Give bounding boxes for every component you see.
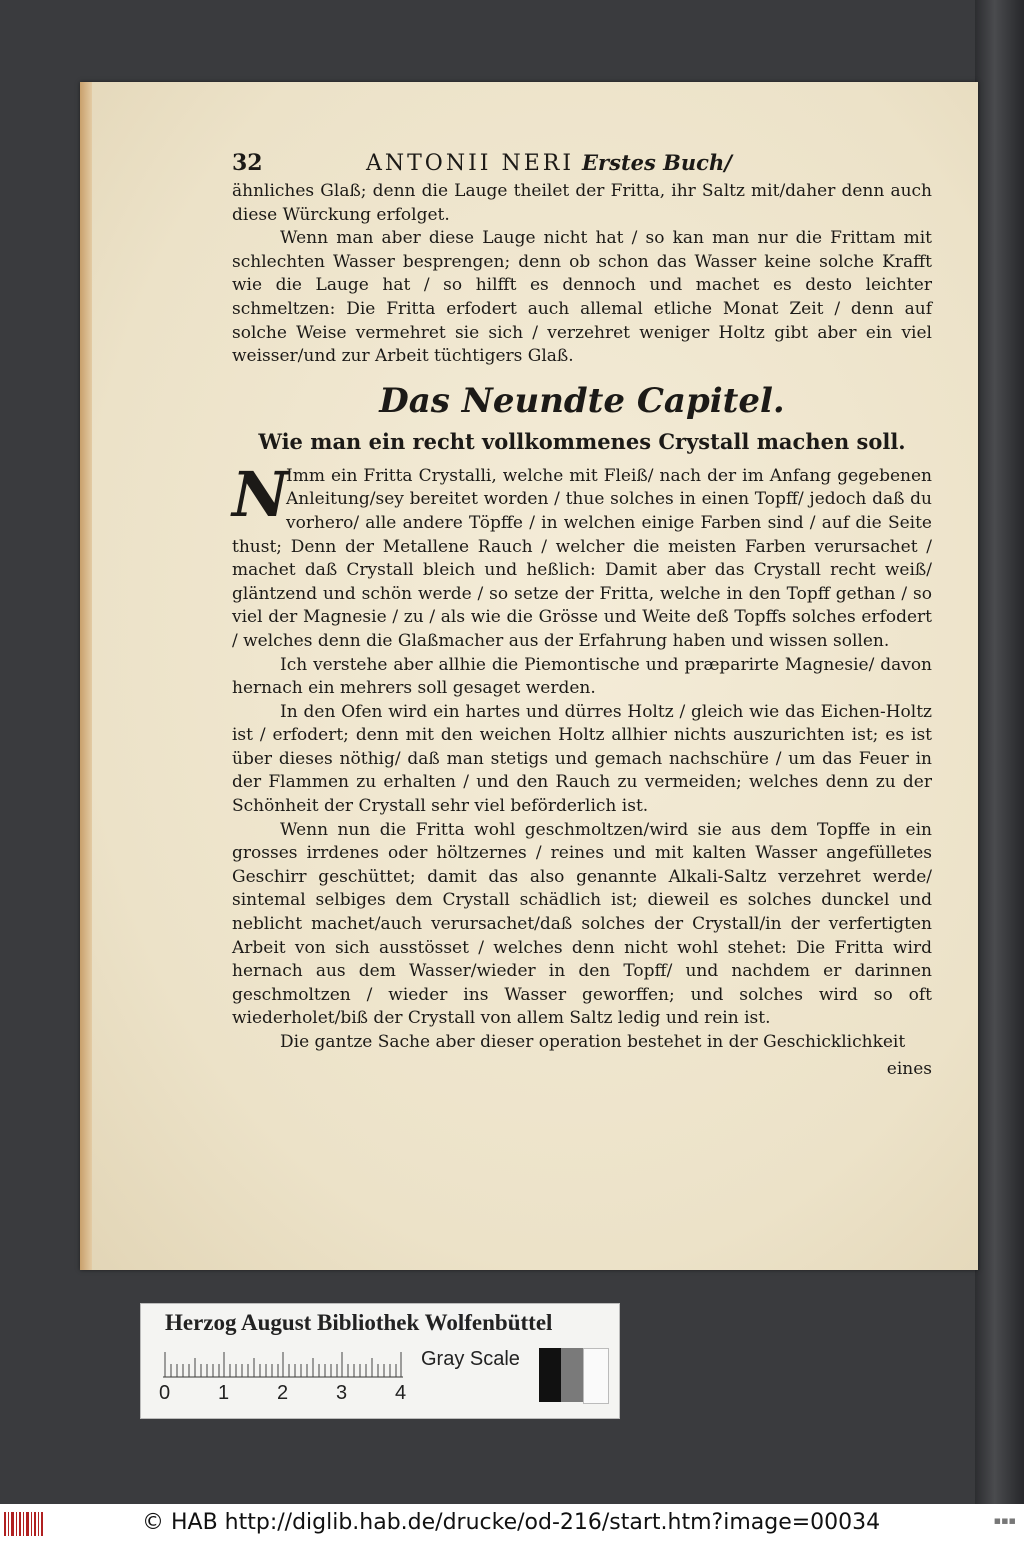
library-label-card	[140, 1303, 620, 1419]
gray-scale-label: Gray Scale	[421, 1348, 520, 1370]
scanner-edge	[975, 0, 1024, 1504]
paragraph: Imm ein Fritta Crystalli, welche mit Fleiß/ nach der im Anfang gegebenen Anleitung/sey bereitet worden / thue solches in einen Topff/ jedoch daß du vorhero/ alle andere Töpffe / in welchen einige Farben sind / auf die Seite thust; Denn der Metallene Rauch / welcher die meisten Farben verursachet / machet daß Crystall bleich und heßlich: Damit aber das Crystall recht weiß/ gläntzend und schön werde / so setze der Fritta, welche in den Topff gethan / so viel der Magnesie / zu / als wie die Grösse und Weite deß Topffs solches erfodert / welches denn die Glaßmacher aus der Erfahrung haben und wissen sollen.	[232, 465, 932, 651]
ruler-number: 1	[218, 1382, 230, 1404]
paragraph: Ich verstehe aber allhie die Piemontische und præparirte Magnesie/ davon hernach ein mehrers soll gesaget werden.	[232, 654, 932, 699]
page-edge	[80, 82, 92, 1270]
paragraph: ähnliches Glaß; denn die Lauge theilet der Fritta, ihr Saltz mit/daher denn auch diese Würckung erfolget.	[232, 181, 932, 225]
ruler-number: 4	[395, 1382, 407, 1404]
catchword: eines	[886, 1058, 932, 1079]
first-paragraph	[232, 457, 932, 654]
chapter-subtitle: Wie man ein recht vollkommenes Crystall machen soll.	[258, 428, 906, 454]
running-head-title: ANTONII NERI	[366, 151, 575, 176]
ruler-number: 3	[336, 1382, 348, 1404]
library-name: Herzog August Bibliothek Wolfenbüttel	[165, 1310, 553, 1335]
page-text	[232, 150, 932, 1081]
ruler-scale	[163, 1348, 403, 1378]
footer-url: © HAB http://diglib.hab.de/drucke/od-216/start.htm?image=00034	[142, 1510, 881, 1535]
gray-swatch-white	[583, 1348, 609, 1404]
footer-bar	[0, 1504, 1024, 1544]
ruler-number: 2	[277, 1382, 289, 1404]
drop-capital: N	[232, 457, 289, 531]
paragraph: Die gantze Sache aber dieser operation bestehet in der Geschicklichkeit	[280, 1032, 906, 1052]
running-head	[232, 150, 932, 176]
ruler-number: 0	[159, 1382, 171, 1404]
paragraph: Wenn nun die Fritta wohl geschmoltzen/wird sie aus dem Topffe in ein grosses irrdenes oder höltzernes / reines und mit kalten Wasser angefülletes Geschirr geschüttet; damit das also genannte Alkali-Saltz verzehret werde/ sintemal selbiges dem Crystall schädlich ist; dieweil es solches dunckel und neblicht machet/auch verursachet/daß solches der Crystall/in der verfertigten Arbeit von sich ausstösset / welches denn nicht wohl stehet: Die Fritta wird hernach aus dem Wasser/wieder in den Topff/ und nachdem er darinnen geschmoltzen / wieder ins Wasser geworffen; und solches wird so oft wiederholet/biß der Crystall von allem Saltz ledig und rein ist.	[232, 819, 932, 1029]
barcode-icon	[4, 1510, 44, 1538]
ruler-icon	[163, 1348, 403, 1378]
paragraph: In den Ofen wird ein hartes und dürres Holtz / gleich wie das Eichen-Holtz ist / erfodert; denn mit den weichen Holtz allhier nichts auszurichten ist; es ist über dieses nöthig/ daß man stetigs und gemach nachschüre / um das Feuer in der Flammen zu erhalten / und den Rauch zu vermeiden; welches denn zu der Schönheit der Crystall sehr viel beförderlich ist.	[232, 701, 932, 817]
paragraph: Wenn man aber diese Lauge nicht hat / so kan man nur die Frittam mit schlechten Wasser besprengen; denn ob schon das Wasser keine solche Krafft wie die Lauge hat / so hilfft es dennoch und machet es desto leichter schmeltzen: Die Fritta erfodert auch allemal etliche Monat Zeit / denn auf solche Weise vermehret sie sich / verzehret weniger Holtz gibt aber ein viel weisser/und zur Arbeit tüchtigers Glaß.	[232, 228, 932, 367]
running-head-rest: Erstes Buch/	[582, 150, 732, 175]
gray-swatch-black	[539, 1348, 561, 1402]
page-number: 32	[232, 150, 263, 176]
footer-mark: ▪▪▪	[993, 1514, 1016, 1527]
chapter-title: Das Neundte Capitel.	[379, 380, 785, 421]
gray-swatch-mid	[561, 1348, 583, 1402]
